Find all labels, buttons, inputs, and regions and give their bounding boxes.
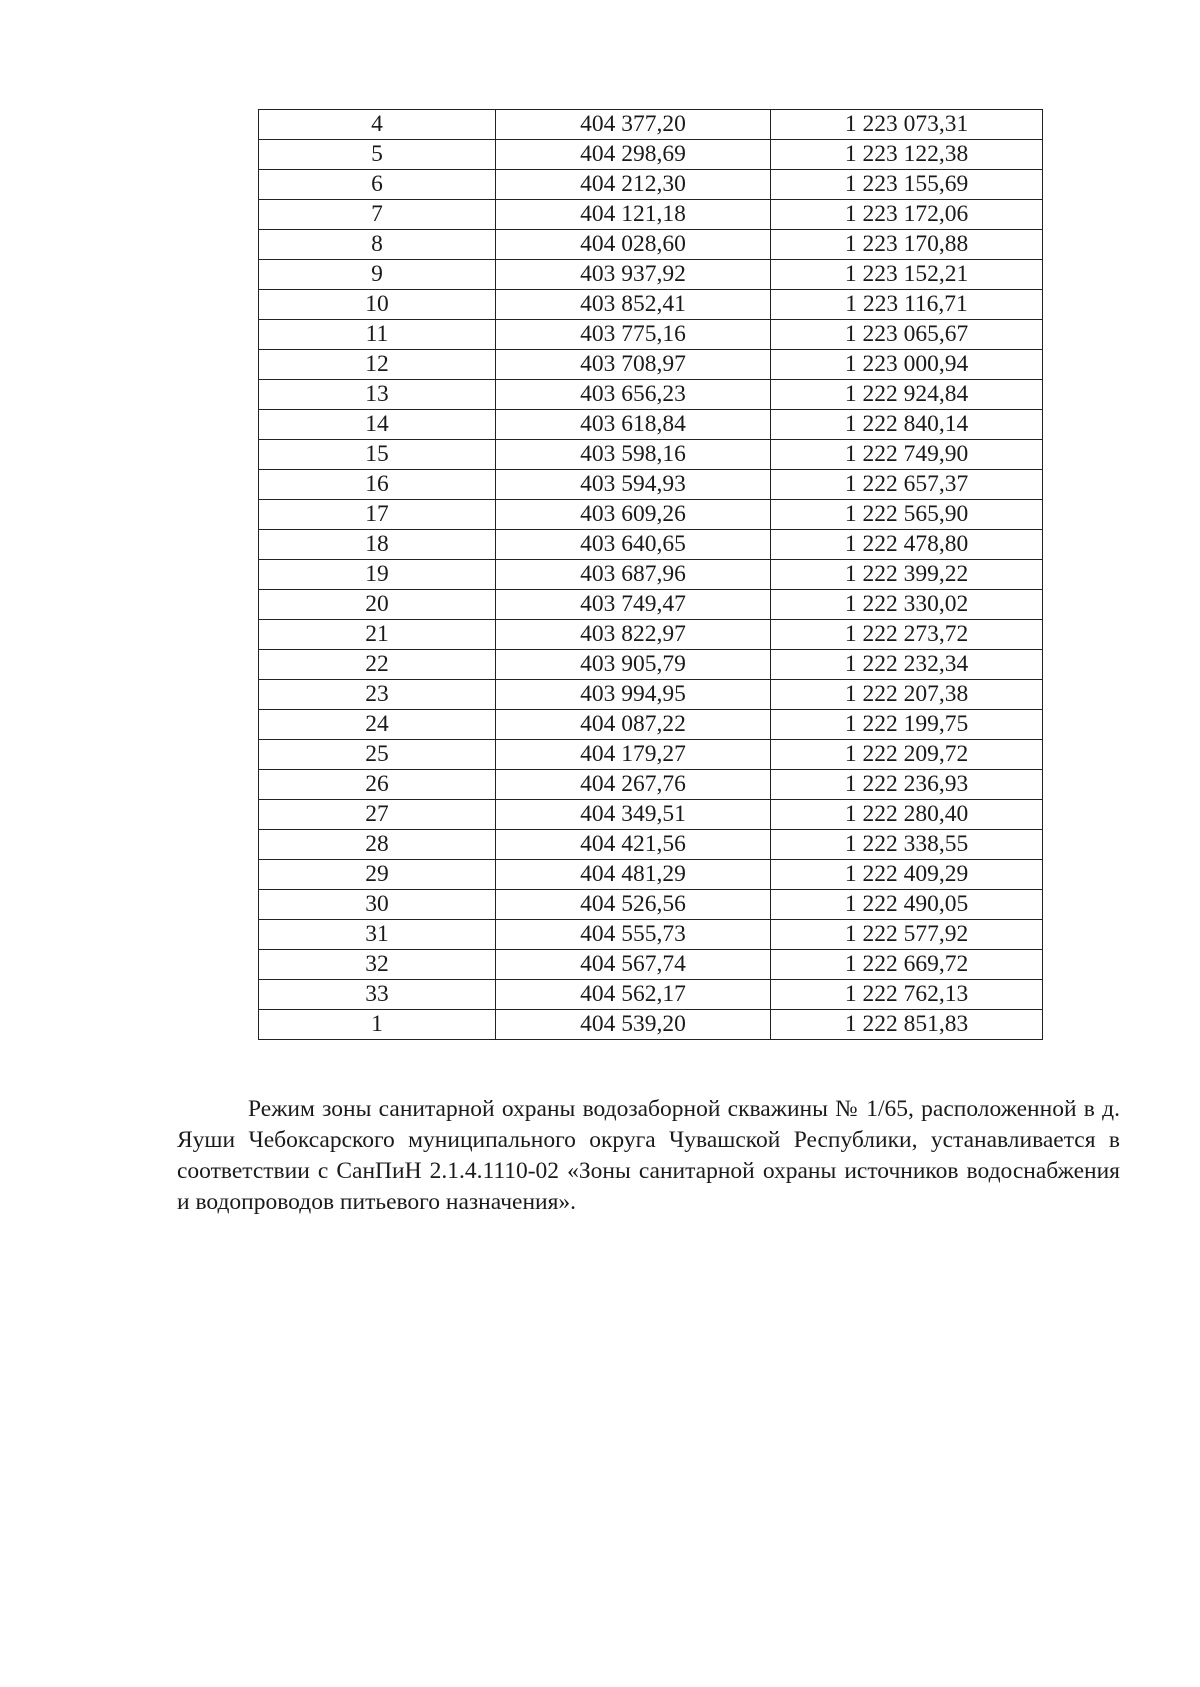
x-coordinate-cell: 403 609,26 [496,500,771,530]
point-number-cell: 24 [259,710,496,740]
table-row [259,380,1043,410]
point-number-cell: 9 [259,260,496,290]
point-number-cell: 28 [259,830,496,860]
point-number-cell: 20 [259,590,496,620]
table-row [259,200,1043,230]
point-number-cell: 26 [259,770,496,800]
table-row [259,410,1043,440]
table-row [259,680,1043,710]
x-coordinate-cell: 403 594,93 [496,470,771,500]
point-number-cell: 19 [259,560,496,590]
table-row [259,950,1043,980]
point-number-cell: 32 [259,950,496,980]
x-coordinate-cell: 403 640,65 [496,530,771,560]
y-coordinate-cell: 1 223 155,69 [771,170,1043,200]
x-coordinate-cell: 403 852,41 [496,290,771,320]
point-number-cell: 1 [259,1010,496,1040]
point-number-cell: 30 [259,890,496,920]
table-row [259,590,1043,620]
point-number-cell: 18 [259,530,496,560]
x-coordinate-cell: 404 526,56 [496,890,771,920]
point-number-cell: 25 [259,740,496,770]
table-row [259,470,1043,500]
point-number-cell: 7 [259,200,496,230]
x-coordinate-cell: 404 421,56 [496,830,771,860]
y-coordinate-cell: 1 222 851,83 [771,1010,1043,1040]
point-number-cell: 13 [259,380,496,410]
y-coordinate-cell: 1 223 152,21 [771,260,1043,290]
y-coordinate-cell: 1 222 338,55 [771,830,1043,860]
y-coordinate-cell: 1 222 490,05 [771,890,1043,920]
coordinates-table-body [259,110,1043,1040]
point-number-cell: 31 [259,920,496,950]
y-coordinate-cell: 1 222 924,84 [771,380,1043,410]
y-coordinate-cell: 1 222 577,92 [771,920,1043,950]
x-coordinate-cell: 404 121,18 [496,200,771,230]
table-row [259,980,1043,1010]
point-number-cell: 12 [259,350,496,380]
x-coordinate-cell: 403 656,23 [496,380,771,410]
table-row [259,650,1043,680]
point-number-cell: 5 [259,140,496,170]
table-row [259,560,1043,590]
y-coordinate-cell: 1 223 172,06 [771,200,1043,230]
table-row [259,110,1043,140]
y-coordinate-cell: 1 222 565,90 [771,500,1043,530]
x-coordinate-cell: 404 298,69 [496,140,771,170]
x-coordinate-cell: 404 267,76 [496,770,771,800]
x-coordinate-cell: 404 087,22 [496,710,771,740]
table-row [259,800,1043,830]
table-row [259,1010,1043,1040]
table-row [259,350,1043,380]
x-coordinate-cell: 404 028,60 [496,230,771,260]
table-row [259,860,1043,890]
y-coordinate-cell: 1 222 209,72 [771,740,1043,770]
table-row [259,500,1043,530]
x-coordinate-cell: 403 598,16 [496,440,771,470]
y-coordinate-cell: 1 222 207,38 [771,680,1043,710]
y-coordinate-cell: 1 222 749,90 [771,440,1043,470]
point-number-cell: 10 [259,290,496,320]
y-coordinate-cell: 1 222 669,72 [771,950,1043,980]
table-row [259,140,1043,170]
x-coordinate-cell: 404 481,29 [496,860,771,890]
y-coordinate-cell: 1 223 000,94 [771,350,1043,380]
table-row [259,440,1043,470]
table-row [259,230,1043,260]
y-coordinate-cell: 1 222 330,02 [771,590,1043,620]
table-row [259,830,1043,860]
point-number-cell: 15 [259,440,496,470]
coordinates-table [258,109,1043,1040]
y-coordinate-cell: 1 223 122,38 [771,140,1043,170]
point-number-cell: 16 [259,470,496,500]
x-coordinate-cell: 403 687,96 [496,560,771,590]
y-coordinate-cell: 1 223 073,31 [771,110,1043,140]
point-number-cell: 6 [259,170,496,200]
table-row [259,320,1043,350]
table-row [259,740,1043,770]
x-coordinate-cell: 404 377,20 [496,110,771,140]
y-coordinate-cell: 1 222 280,40 [771,800,1043,830]
x-coordinate-cell: 403 937,92 [496,260,771,290]
table-row [259,620,1043,650]
table-row [259,530,1043,560]
x-coordinate-cell: 403 822,97 [496,620,771,650]
y-coordinate-cell: 1 222 232,34 [771,650,1043,680]
body-paragraph: Режим зоны санитарной охраны водозаборной скважины № 1/65, расположенной в д. Яуши Чебоксарского муниципального округа Чувашской Республики, устанавливается в соответствии с СанПиН 2.1.4.1110-02 «Зоны санитарной охраны источников водоснабжения и водопроводов питьевого назначения». [177,1096,1120,1215]
x-coordinate-cell: 404 349,51 [496,800,771,830]
x-coordinate-cell: 403 749,47 [496,590,771,620]
x-coordinate-cell: 404 539,20 [496,1010,771,1040]
point-number-cell: 21 [259,620,496,650]
y-coordinate-cell: 1 222 762,13 [771,980,1043,1010]
table-row [259,920,1043,950]
x-coordinate-cell: 404 212,30 [496,170,771,200]
x-coordinate-cell: 404 179,27 [496,740,771,770]
x-coordinate-cell: 404 567,74 [496,950,771,980]
y-coordinate-cell: 1 222 399,22 [771,560,1043,590]
point-number-cell: 4 [259,110,496,140]
table-row [259,770,1043,800]
point-number-cell: 11 [259,320,496,350]
table-row [259,890,1043,920]
point-number-cell: 29 [259,860,496,890]
y-coordinate-cell: 1 222 236,93 [771,770,1043,800]
x-coordinate-cell: 404 562,17 [496,980,771,1010]
table-row [259,260,1043,290]
y-coordinate-cell: 1 222 409,29 [771,860,1043,890]
point-number-cell: 22 [259,650,496,680]
x-coordinate-cell: 403 994,95 [496,680,771,710]
y-coordinate-cell: 1 222 199,75 [771,710,1043,740]
x-coordinate-cell: 403 775,16 [496,320,771,350]
x-coordinate-cell: 404 555,73 [496,920,771,950]
y-coordinate-cell: 1 223 065,67 [771,320,1043,350]
y-coordinate-cell: 1 222 478,80 [771,530,1043,560]
point-number-cell: 33 [259,980,496,1010]
y-coordinate-cell: 1 223 170,88 [771,230,1043,260]
x-coordinate-cell: 403 618,84 [496,410,771,440]
table-row [259,170,1043,200]
y-coordinate-cell: 1 222 273,72 [771,620,1043,650]
point-number-cell: 14 [259,410,496,440]
point-number-cell: 8 [259,230,496,260]
y-coordinate-cell: 1 222 840,14 [771,410,1043,440]
x-coordinate-cell: 403 708,97 [496,350,771,380]
point-number-cell: 23 [259,680,496,710]
point-number-cell: 17 [259,500,496,530]
point-number-cell: 27 [259,800,496,830]
y-coordinate-cell: 1 222 657,37 [771,470,1043,500]
y-coordinate-cell: 1 223 116,71 [771,290,1043,320]
x-coordinate-cell: 403 905,79 [496,650,771,680]
table-row [259,710,1043,740]
table-row [259,290,1043,320]
